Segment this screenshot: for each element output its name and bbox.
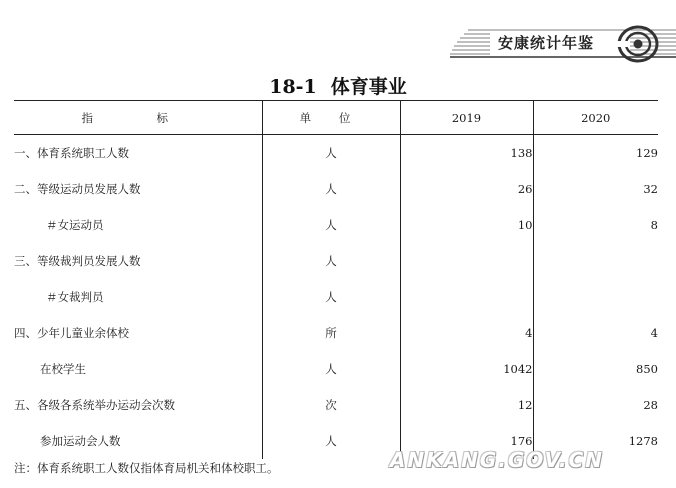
row-unit: 人 [262,351,400,387]
row-unit: 人 [262,243,400,279]
row-indicator: 四、少年儿童业余体校 [14,326,129,340]
yearbook-title: 安康统计年鉴 [498,34,595,52]
table-row [14,243,658,279]
row-indicator: 一、体育系统职工人数 [14,146,129,160]
row-unit: 人 [262,279,400,315]
yearbook-logo-icon [612,24,660,64]
row-value-2020 [533,279,658,315]
sports-statistics-table [14,100,658,459]
column-header-2019: 2019 [400,101,533,135]
row-value-2019: 4 [400,315,533,351]
row-indicator: 三、等级裁判员发展人数 [14,254,141,268]
row-indicator: 二、等级运动员发展人数 [14,182,141,196]
row-indicator: 在校学生 [40,362,86,376]
table-row [14,135,658,172]
row-unit: 所 [262,315,400,351]
row-value-2020: 129 [533,135,658,172]
table-header-row [14,101,658,135]
row-unit: 人 [262,135,400,172]
table-name: 体育事业 [330,76,407,98]
row-value-2020: 1278 [533,423,658,459]
row-value-2019 [400,243,533,279]
table-row [14,315,658,351]
row-unit: 人 [262,423,400,459]
row-indicator: ＃女运动员 [46,218,104,232]
column-header-unit: 单 位 [262,101,400,135]
row-value-2020 [533,243,658,279]
row-value-2020: 28 [533,387,658,423]
row-indicator: ＃女裁判员 [46,290,104,304]
row-value-2019: 10 [400,207,533,243]
row-unit: 人 [262,171,400,207]
row-value-2019: 176 [400,423,533,459]
row-unit: 人 [262,207,400,243]
table-row [14,171,658,207]
row-indicator: 参加运动会人数 [40,434,121,448]
row-value-2019: 26 [400,171,533,207]
site-watermark: ANKANG.GOV.CN [390,448,605,472]
row-value-2019: 1042 [400,351,533,387]
row-value-2019 [400,279,533,315]
row-unit: 次 [262,387,400,423]
table-number: 18-1 [269,76,317,98]
table-row [14,207,658,243]
table-title [0,72,676,99]
column-header-2020: 2020 [533,101,658,135]
table-footnote: 注：体育系统职工人数仅指体育局机关和体校职工。 [14,461,279,475]
row-value-2020: 4 [533,315,658,351]
column-header-indicator: 指 标 [14,101,262,135]
row-value-2020: 850 [533,351,658,387]
row-value-2019: 12 [400,387,533,423]
row-value-2020: 32 [533,171,658,207]
table-row [14,279,658,315]
table-row [14,387,658,423]
row-indicator: 五、各级各系统举办运动会次数 [14,398,175,412]
row-value-2020: 8 [533,207,658,243]
table-row [14,351,658,387]
row-value-2019: 138 [400,135,533,172]
